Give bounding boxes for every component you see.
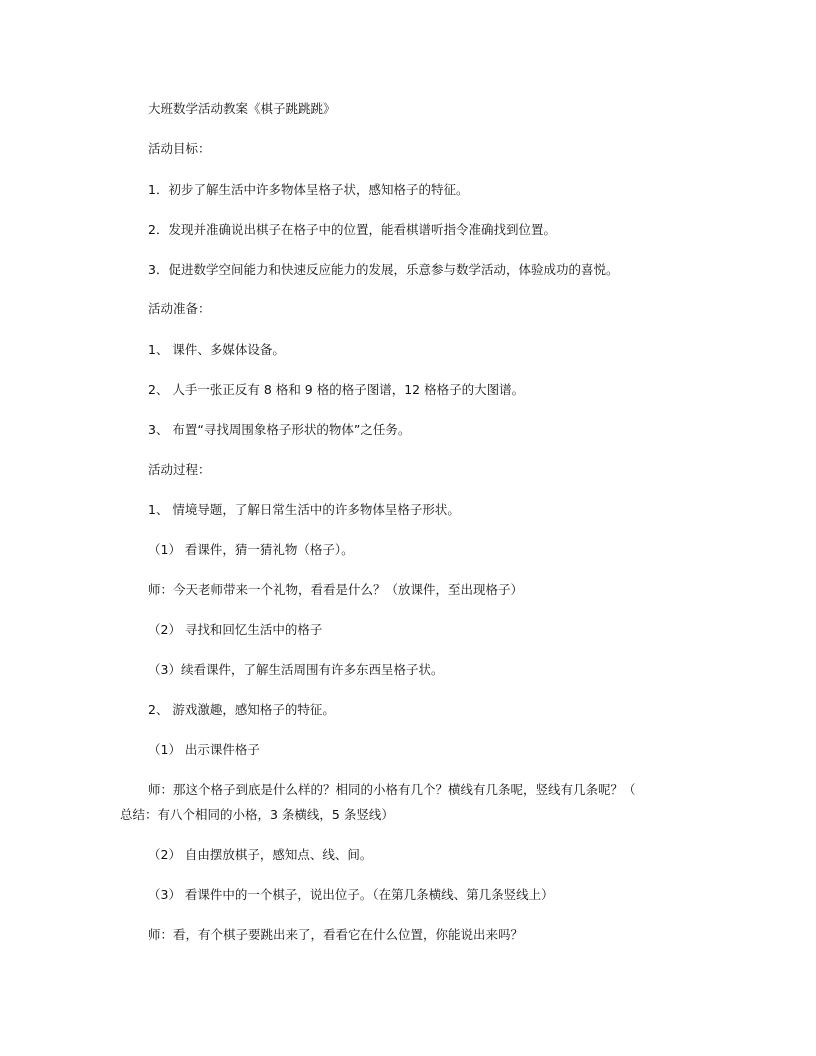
- paragraph-line: （3）续看课件，了解生活周围有许多东西呈格子状。: [148, 662, 444, 677]
- paragraph-line: 2．发现并准确说出棋子在格子中的位置，能看棋谱听指令准确找到位置。: [148, 222, 556, 237]
- paragraph-line: 师：今天老师带来一个礼物，看看是什么？（放课件，至出现格子）: [148, 582, 524, 597]
- paragraph-line: 3．促进数学空间能力和快速反应能力的发展，乐意参与数学活动，体验成功的喜悦。: [148, 262, 619, 277]
- section-heading-preparation: 活动准备：: [148, 301, 211, 316]
- paragraph-line: 总结：有八个相同的小格，3 条横线，5 条竖线）: [120, 807, 394, 822]
- paragraph-line: （3） 看课件中的一个棋子，说出位子。（在第几条横线、第几条竖线上）: [148, 887, 554, 902]
- section-heading-goals: 活动目标：: [148, 141, 211, 156]
- document-title: 大班数学活动教案《棋子跳跳跳》: [148, 101, 336, 116]
- paragraph-line: 2、 游戏激趣，感知格子的特征。: [148, 702, 335, 717]
- paragraph-line: 2、 人手一张正反有 8 格和 9 格的格子图谱，12 格格子的大图谱。: [148, 382, 525, 397]
- paragraph-line: （1） 看课件，猜一猜礼物（格子）。: [148, 542, 354, 557]
- paragraph-line: （1） 出示课件格子: [148, 742, 260, 757]
- paragraph-line: （2） 自由摆放棋子，感知点、线、间。: [148, 847, 373, 862]
- paragraph-line: 1、 课件、多媒体设备。: [148, 342, 285, 357]
- paragraph-line: 师：那这个格子到底是什么样的？相同的小格有几个？横线有几条呢，竖线有几条呢？（: [148, 782, 636, 797]
- paragraph-line: 1、 情境导题，了解日常生活中的许多物体呈格子形状。: [148, 502, 460, 517]
- paragraph-line: 1．初步了解生活中许多物体呈格子状，感知格子的特征。: [148, 182, 469, 197]
- paragraph-line: 3、 布置“寻找周围象格子形状的物体”之任务。: [148, 422, 411, 437]
- paragraph-line: 师：看，有个棋子要跳出来了，看看它在什么位置，你能说出来吗？: [148, 927, 524, 942]
- paragraph-line: （2） 寻找和回忆生活中的格子: [148, 622, 323, 637]
- section-heading-process: 活动过程：: [148, 462, 211, 477]
